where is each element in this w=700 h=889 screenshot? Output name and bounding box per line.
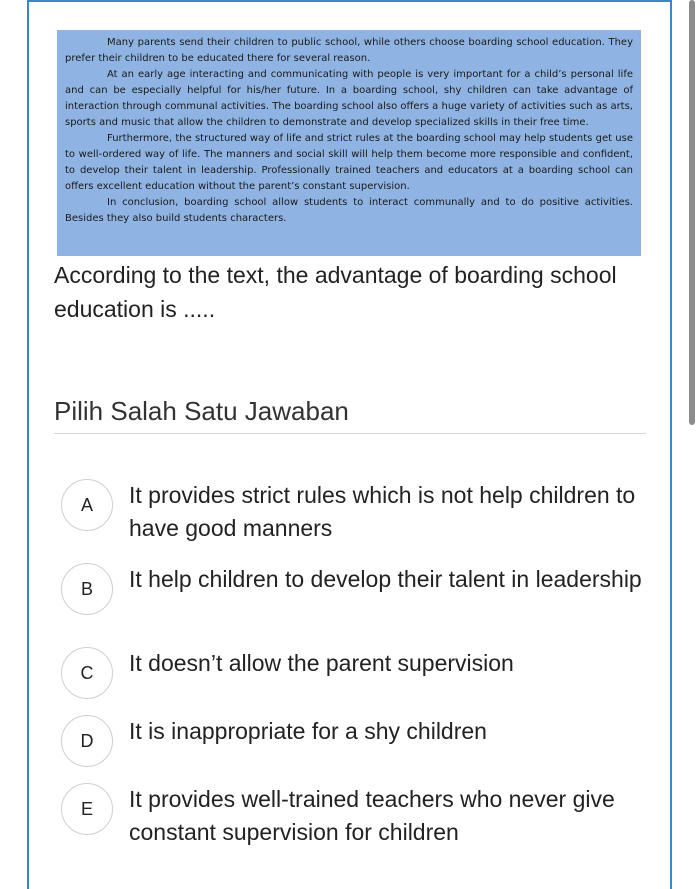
passage-paragraph-2: At an early age interacting and communicating with people is very important for a child’s personal life and can be especially helpful for his/her future. In a boarding school, shy children can take advantage of interaction through communal activities. The boarding school also offers a huge variety of activities such as arts, sports and music that allow the children to demonstrate and develop specialized skills in their free time.	[65, 69, 633, 128]
option-text[interactable]: It provides well-trained teachers who never give constant supervision for children	[129, 786, 615, 845]
option-letter-badge[interactable]: B	[61, 563, 113, 615]
option-letter-badge[interactable]: A	[61, 479, 113, 531]
option-text[interactable]: It doesn’t allow the parent supervision	[129, 650, 514, 676]
option-text[interactable]: It provides strict rules which is not help children to have good manners	[129, 482, 636, 541]
passage-paragraph-3: Furthermore, the structured way of life and strict rules at the boarding school may help students get use to well-ordered way of life. The manners and social skill will help them become more responsible and confident, to develop their talent in leadership. Professionally trained teachers and educators at a boarding school can offers excellent education without the parent’s constant supervision.	[65, 133, 633, 192]
option-letter-badge[interactable]: C	[61, 647, 113, 699]
reading-passage	[57, 30, 641, 256]
option-text[interactable]: It help children to develop their talent in leadership	[129, 566, 642, 592]
section-divider	[54, 433, 646, 434]
passage-paragraph-1: Many parents send their children to public school, while others choose boarding school education. They prefer their children to be educated there for several reason.	[65, 37, 633, 64]
option-text[interactable]: It is inappropriate for a shy children	[129, 718, 487, 744]
question-text: According to the text, the advantage of boarding school education is .....	[54, 262, 617, 322]
option-letter-badge[interactable]: E	[61, 783, 113, 835]
passage-paragraph-4: In conclusion, boarding school allow students to interact communally and to do positive activities. Besides they also build students characters.	[65, 197, 633, 224]
scrollbar[interactable]	[689, 0, 695, 425]
option-letter-badge[interactable]: D	[61, 715, 113, 767]
answers-section-title: Pilih Salah Satu Jawaban	[54, 396, 349, 426]
